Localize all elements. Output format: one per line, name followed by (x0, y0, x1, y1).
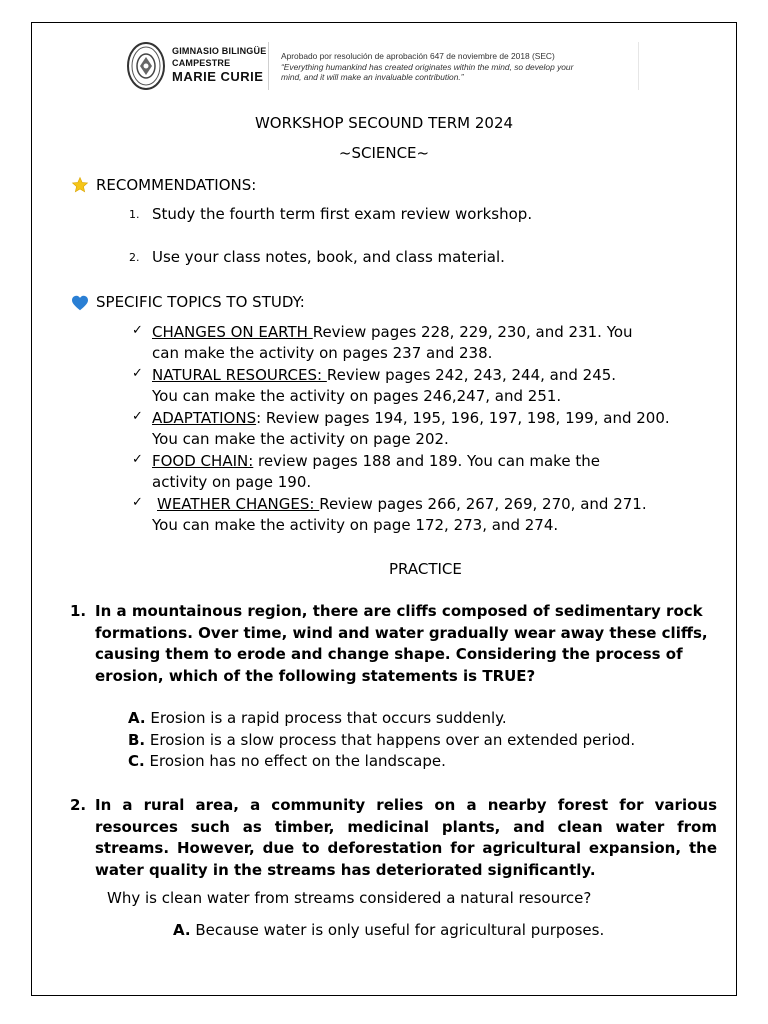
option-letter: B. (128, 731, 146, 749)
topic-detail: review pages 188 and 189. You can make the (253, 452, 600, 470)
topic-detail: Review pages 194, 195, 196, 197, 198, 199, and 200. (261, 409, 670, 427)
topic-name: NATURAL RESOURCES: (152, 366, 327, 384)
checkmark-icon: ✓ (132, 452, 143, 467)
answer-option (173, 920, 604, 941)
question-1-text: In a mountainous region, there are cliffs composed of sedimentary rock formations. Over time, wind and water gradually wear away these cliffs, causing them to erode and change shape. Considering the process of erosion, which of the following statements is TRUE? (95, 602, 708, 685)
topic-colon: : (256, 409, 262, 427)
approval-text: Aprobado por resolución de aprobación 647 de noviembre de 2018 (SEC) (281, 51, 555, 61)
topic-detail: Review pages 242, 243, 244, and 245. (326, 366, 617, 384)
topic-detail-line2: can make the activity on pages 237 and 238. (152, 344, 493, 362)
page-title: WORKSHOP SECOUND TERM 2024 (254, 114, 514, 132)
topic-item (152, 365, 616, 386)
list-number: 1. (129, 208, 140, 221)
question-2-prompt: Why is clean water from streams considered a natural resource? (107, 889, 592, 907)
topic-item (157, 494, 647, 515)
topic-name: FOOD CHAIN: (152, 452, 254, 470)
option-text: Erosion has no effect on the landscape. (149, 752, 446, 770)
topic-name: ADAPTATIONS (152, 409, 257, 427)
school-name (172, 45, 266, 85)
question-number: 2. (70, 796, 87, 814)
motto-line1: “Everything humankind has created originates within the mind, so develop your (281, 61, 574, 72)
approval-note (281, 51, 631, 83)
header-divider (268, 42, 269, 90)
motto-line2: mind, and it will make an invaluable contribution.” (281, 72, 464, 82)
option-letter: C. (128, 752, 145, 770)
list-number: 2. (129, 251, 140, 264)
answer-option (128, 751, 446, 772)
topic-name: CHANGES ON EARTH (152, 323, 313, 341)
school-name-line3: MARIE CURIE (172, 69, 264, 84)
star-icon (71, 176, 89, 194)
topic-detail-line2: activity on page 190. (152, 473, 312, 491)
question-number: 1. (70, 602, 87, 620)
question-2-text: In a rural area, a community relies on a nearby forest for various resources such as timber, medicinal plants, and clean water from streams. However, due to deforestation for agricultural expansion, the water quality in the streams has deteriorated significantly. (95, 796, 717, 879)
school-name-line1: GIMNASIO BILINGÜE (172, 46, 267, 56)
topic-detail-line2: You can make the activity on page 202. (152, 430, 449, 448)
checkmark-icon: ✓ (132, 495, 143, 510)
option-text: Because water is only useful for agricultural purposes. (195, 921, 605, 939)
checkmark-icon: ✓ (132, 409, 143, 424)
answer-option (128, 708, 507, 729)
checkmark-icon: ✓ (132, 366, 143, 381)
school-name-line2: CAMPESTRE (172, 58, 231, 68)
page-subtitle: ~SCIENCE~ (338, 144, 430, 162)
school-seal-logo (126, 41, 166, 91)
checkmark-icon: ✓ (132, 323, 143, 338)
topic-detail-line2: You can make the activity on page 172, 273, and 274. (152, 516, 559, 534)
topic-item (152, 322, 633, 343)
recommendation-item: Study the fourth term first exam review workshop. (152, 205, 533, 223)
header-divider-right (638, 42, 639, 90)
option-text: Erosion is a slow process that happens over an extended period. (149, 731, 636, 749)
answer-option (128, 730, 635, 751)
topics-heading: SPECIFIC TOPICS TO STUDY: (96, 293, 305, 311)
topic-name: WEATHER CHANGES: (157, 495, 320, 513)
option-letter: A. (128, 709, 146, 727)
topic-detail: Review pages 228, 229, 230, and 231. You (312, 323, 633, 341)
option-letter: A. (173, 921, 191, 939)
option-text: Erosion is a rapid process that occurs suddenly. (150, 709, 507, 727)
recommendation-item: Use your class notes, book, and class material. (152, 248, 505, 266)
topic-detail-line2: You can make the activity on pages 246,247, and 251. (152, 387, 562, 405)
practice-heading: PRACTICE (389, 560, 462, 578)
topic-detail: Review pages 266, 267, 269, 270, and 271. (319, 495, 647, 513)
topic-item (152, 451, 600, 472)
heart-icon (71, 295, 89, 311)
topic-item (152, 408, 670, 429)
recommendations-heading: RECOMMENDATIONS: (96, 176, 257, 194)
